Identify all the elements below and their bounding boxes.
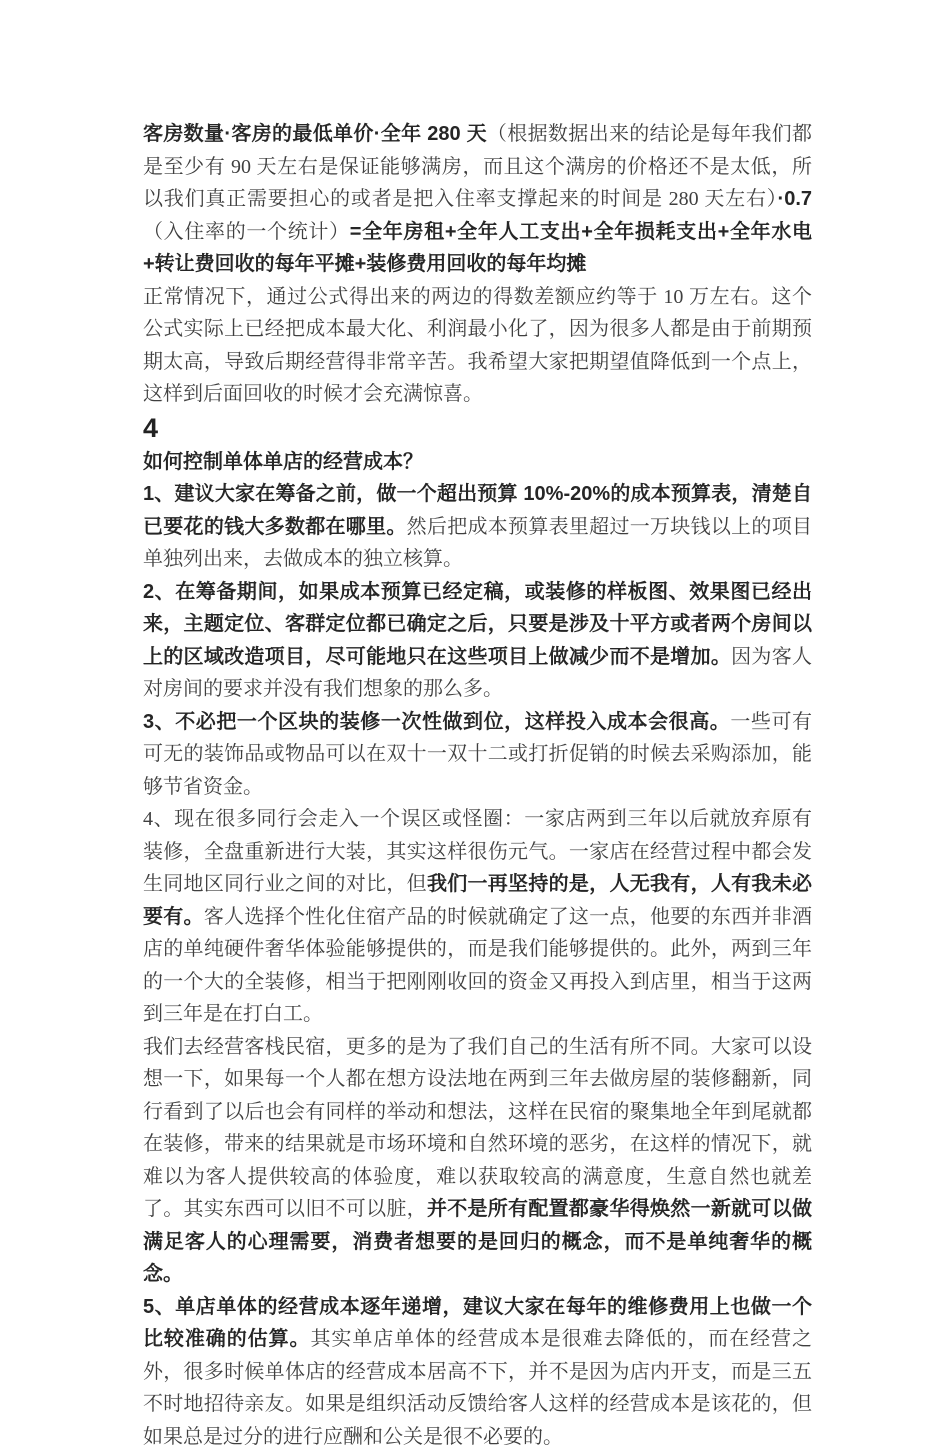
paragraph	[143, 1031, 812, 1291]
bold-text-run: 3、不必把一个区块的装修一次性做到位，这样投入成本会很高。	[143, 711, 730, 733]
paragraph	[143, 576, 812, 706]
paragraph	[143, 1291, 812, 1453]
bold-text-run: 并不是所有配置都豪华得焕然一新就可以做满足客人的心理需要，消费者想要的是回归的概念，而不是单纯奢华的概念。	[143, 1198, 812, 1285]
bold-text-run: 客房数量·客房的最低单价·全年 280 天	[143, 123, 487, 145]
text-run: 正常情况下，通过公式得出来的两边的得数差额应约等于 10 万左右。这个公式实际上已经把成本最大化、利润最小化了，因为很多人都是由于前期预期太高，导致后期经营得非常辛苦。我希望大家把期望值降低到一个点上，这样到后面回收的时候才会充满惊喜。	[143, 286, 812, 406]
text-run: 我们去经营客栈民宿，更多的是为了我们自己的生活有所不同。大家可以设想一下，如果每一个人都在想方设法地在两到三年去做房屋的装修翻新，同行看到了以后也会有同样的举动和想法，这样在民宿的聚集地全年到尾就都在装修，带来的结果就是市场环境和自然环境的恶劣，在这样的情况下，就难以为客人提供较高的体验度，难以获取较高的满意度，生意自然也就差了。其实东西可以旧不可以脏，	[143, 1036, 812, 1221]
text-run: 4、现在很多同行会走入一个误区或怪圈：一家店两到三年以后就放弃原有装修，全盘重新进行大装，其实这样很伤元气。一家店在经营过程中都会发生同地区同行业之间的对比，但	[143, 808, 812, 895]
document-body	[143, 118, 812, 1453]
paragraph	[143, 281, 812, 411]
text-run: 一些可有可无的装饰品或物品可以在双十一双十二或打折促销的时候去采购添加，能够节省资金。	[143, 711, 812, 798]
bold-text-run: ·0.7	[778, 188, 812, 210]
section-title	[143, 446, 812, 479]
bold-text-run: 5、单店单体的经营成本逐年递增，建议大家在每年的维修费用上也做一个比较准确的估算。	[143, 1296, 812, 1351]
text-run: 客人选择个性化住宿产品的时候就确定了这一点，他要的东西并非酒店的单纯硬件奢华体验能够提供的，而是我们能够提供的。此外，两到三年的一个大的全装修，相当于把刚刚收回的资金又再投入到店里，相当于这两到三年是在打白工。	[143, 906, 812, 1026]
section-number-heading	[143, 411, 812, 446]
text-run: 因为客人对房间的要求并没有我们想象的那么多。	[143, 646, 812, 701]
text-run: 其实单店单体的经营成本是很难去降低的，而在经营之外，很多时候单体店的经营成本居高不下，并不是因为店内开支，而是三五不时地招待亲友。如果是组织活动反馈给客人这样的经营成本是该花的，但如果总是过分的进行应酬和公关是很不必要的。	[143, 1328, 812, 1448]
bold-text-run: 1、建议大家在筹备之前，做一个超出预算 10%-20%的成本预算表，清楚自已要花的钱大多数都在哪里。	[143, 483, 812, 538]
paragraph	[143, 118, 812, 281]
paragraph	[143, 706, 812, 804]
text-run: （入住率的一个统计）	[143, 221, 350, 243]
bold-text-run: 我们一再坚持的是，人无我有，人有我未必要有。	[143, 873, 812, 928]
text-run: 然后把成本预算表里超过一万块钱以上的项目单独列出来，去做成本的独立核算。	[143, 516, 812, 571]
bold-text-run: 如何控制单体单店的经营成本？	[143, 451, 423, 473]
text-run: （根据数据出来的结论是每年我们都是至少有 90 天左右是保证能够满房，而且这个满房的价格还不是太低，所以我们真正需要担心的或者是把入住率支撑起来的时间是 280 天左右）	[143, 123, 812, 210]
paragraph	[143, 478, 812, 576]
bold-text-run: 4	[143, 413, 158, 443]
bold-text-run: 2、在筹备期间，如果成本预算已经定稿，或装修的样板图、效果图已经出来，主题定位、客群定位都已确定之后，只要是涉及十平方或者两个房间以上的区域改造项目，尽可能地只在这些项目上做减少而不是增加。	[143, 581, 812, 668]
bold-text-run: =全年房租+全年人工支出+全年损耗支出+全年水电+转让费回收的每年平摊+装修费用回收的每年均摊	[143, 221, 812, 276]
paragraph	[143, 803, 812, 1031]
